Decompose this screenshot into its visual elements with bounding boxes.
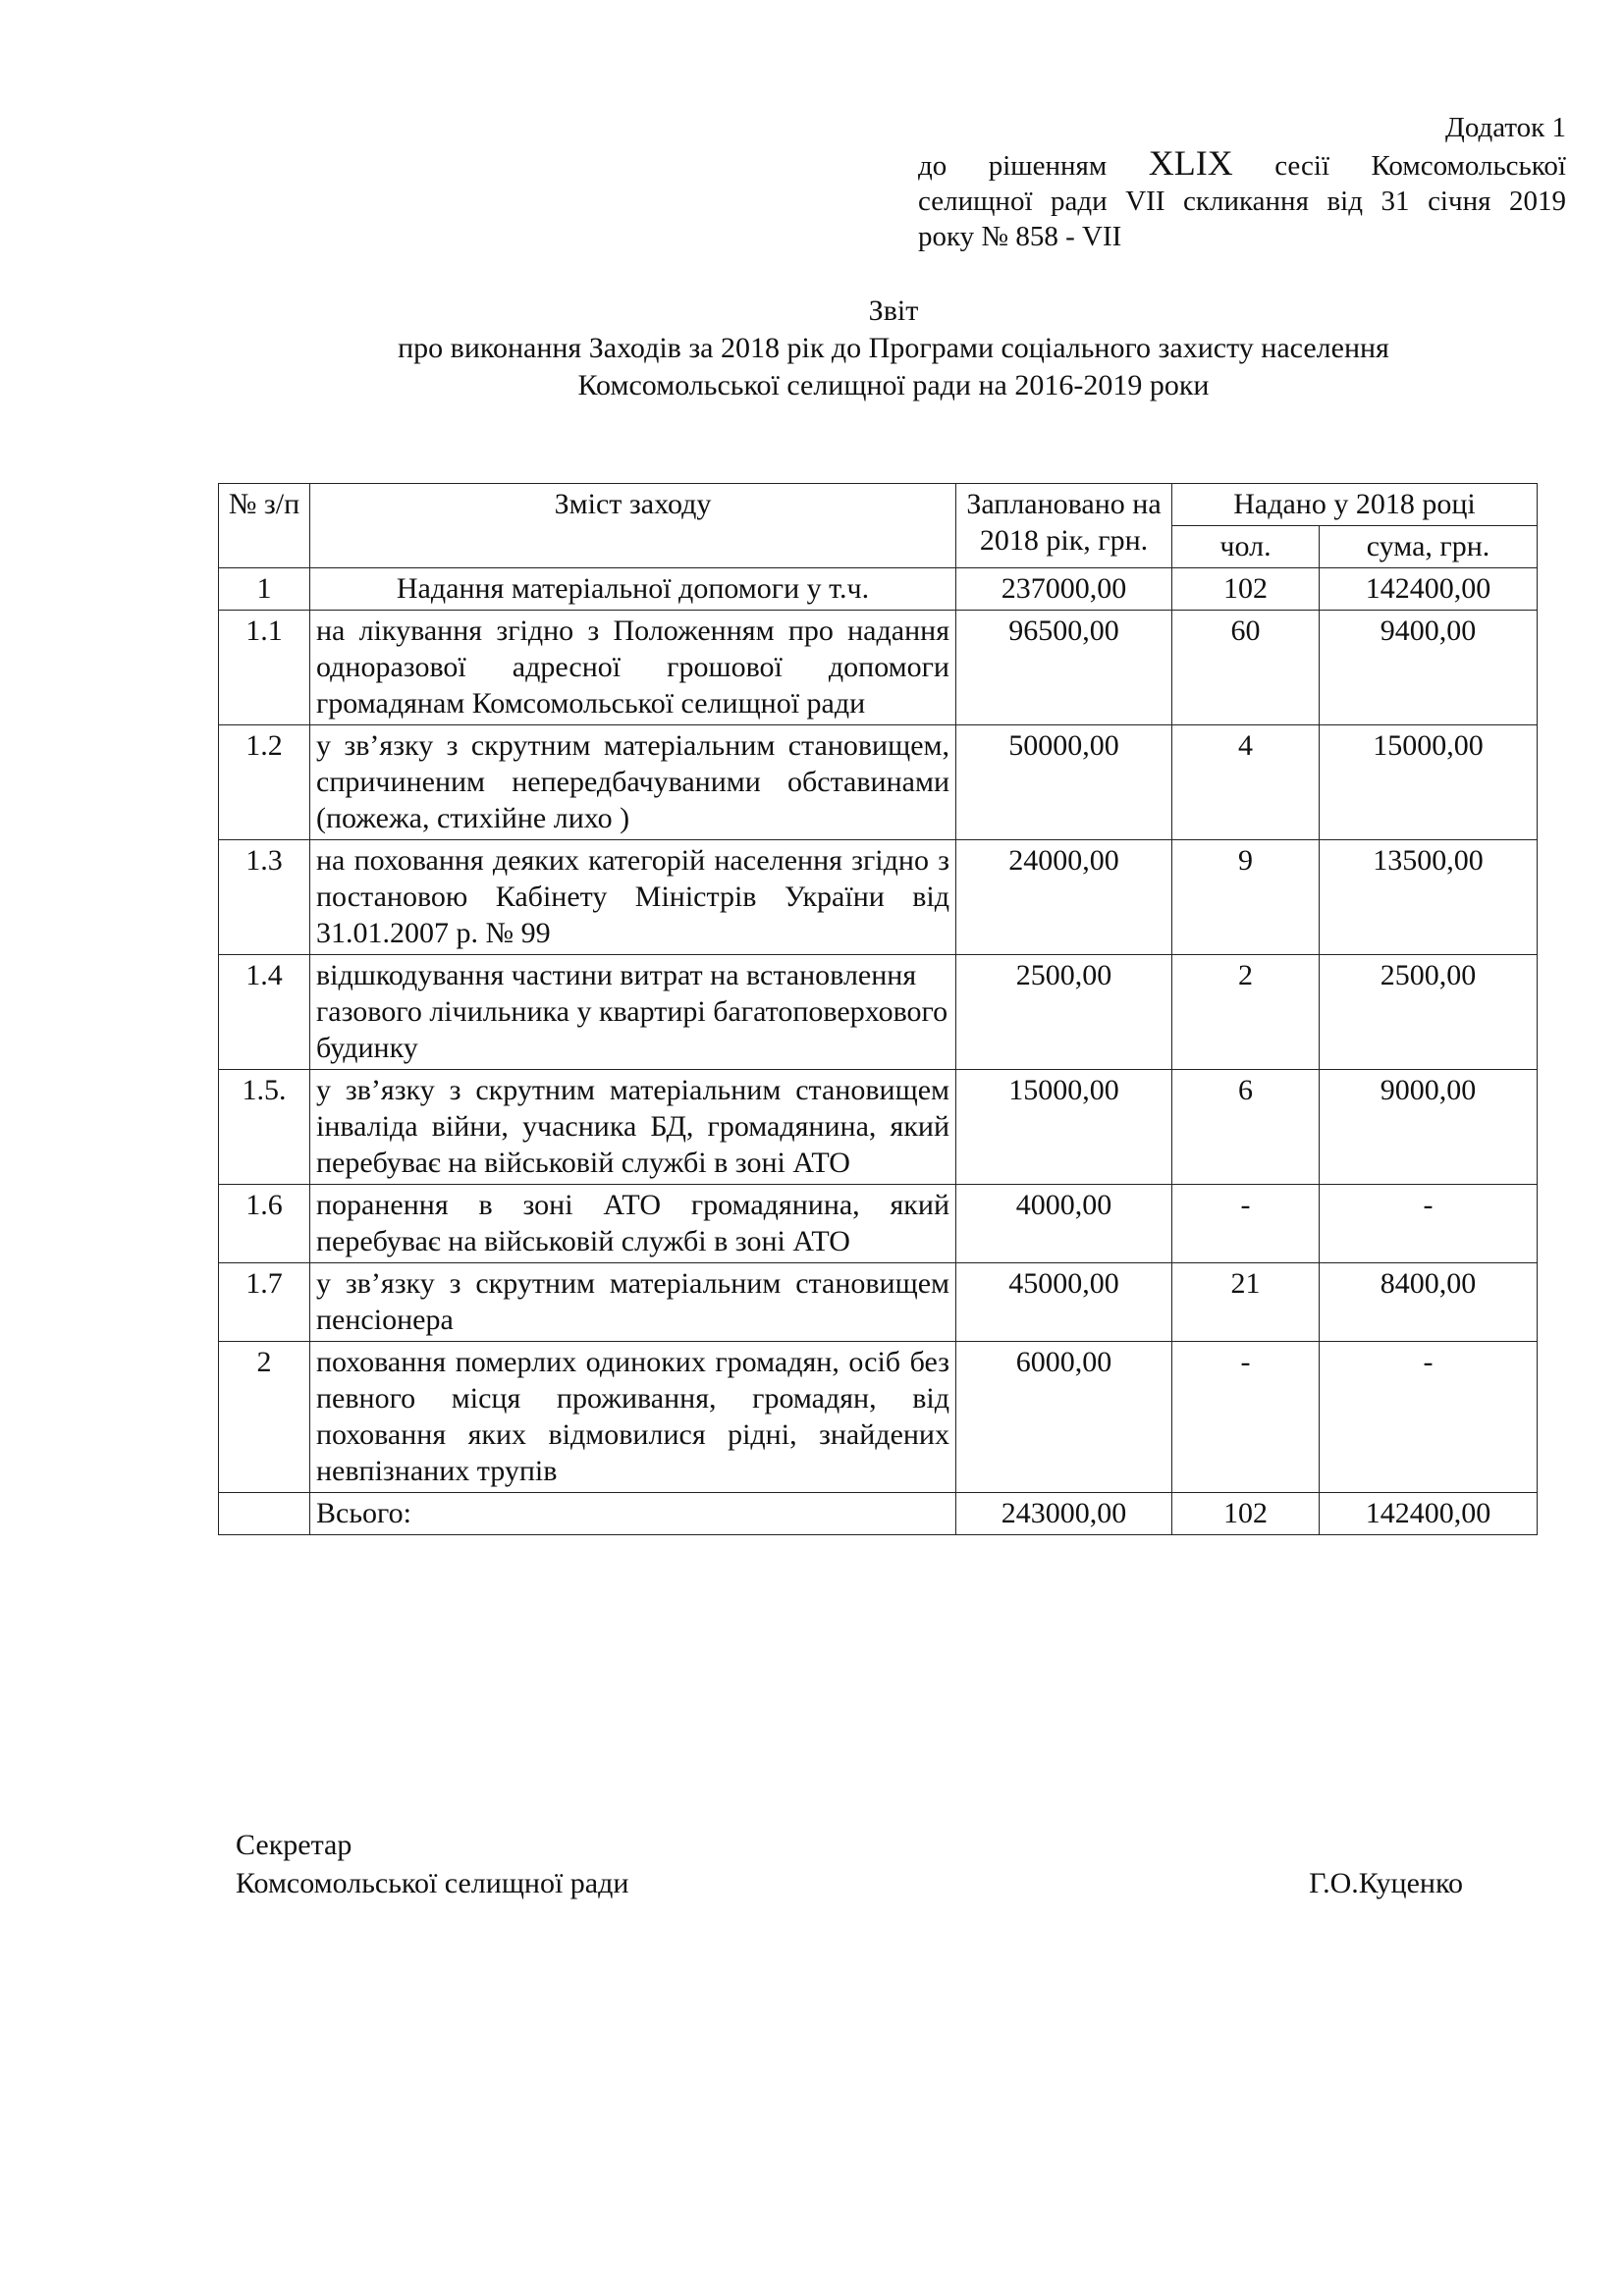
row-sum: - — [1320, 1342, 1538, 1493]
report-table — [218, 483, 1538, 1535]
appendix-title: Додаток 1 — [1445, 112, 1566, 143]
total-people: 102 — [1172, 1493, 1320, 1535]
row-number: 1.6 — [219, 1185, 310, 1263]
table-row — [219, 1185, 1538, 1263]
row-description: відшкодування частини витрат на встановлення газового лічильника у квартирі багатоповерхового будинку — [310, 955, 956, 1070]
signature-organization: Комсомольської селищної ради — [236, 1867, 629, 1899]
row-description: у зв’язку з скрутним матеріальним становищем, спричиненим непередбачуваними обставинами (пожежа, стихійне лихо ) — [310, 725, 956, 840]
row-planned: 24000,00 — [956, 840, 1172, 955]
row-sum: 8400,00 — [1320, 1263, 1538, 1342]
total-label: Всього: — [310, 1493, 956, 1535]
row-number: 1 — [219, 568, 310, 611]
row-description: Надання матеріальної допомоги у т.ч. — [310, 568, 956, 611]
row-number: 1.2 — [219, 725, 310, 840]
header-sum: сума, грн. — [1320, 526, 1538, 568]
table-row — [219, 1263, 1538, 1342]
appendix-word: Комсомольської — [1371, 150, 1566, 182]
row-planned: 6000,00 — [956, 1342, 1172, 1493]
row-people: - — [1172, 1342, 1320, 1493]
row-description: поранення в зоні АТО громадянина, який перебуває на військовій службі в зоні АТО — [310, 1185, 956, 1263]
row-people: 9 — [1172, 840, 1320, 955]
table-total-row — [219, 1493, 1538, 1535]
row-number: 1.3 — [219, 840, 310, 955]
row-number: 1.1 — [219, 611, 310, 725]
row-number: 1.5. — [219, 1070, 310, 1185]
row-description: у зв’язку з скрутним матеріальним становищем пенсіонера — [310, 1263, 956, 1342]
row-sum: - — [1320, 1185, 1538, 1263]
table-row — [219, 955, 1538, 1070]
total-sum: 142400,00 — [1320, 1493, 1538, 1535]
row-people: 4 — [1172, 725, 1320, 840]
row-planned: 15000,00 — [956, 1070, 1172, 1185]
table-header-row — [219, 484, 1538, 526]
row-people: 60 — [1172, 611, 1320, 725]
row-planned: 237000,00 — [956, 568, 1172, 611]
table-row — [219, 840, 1538, 955]
report-subtitle-line-2: Комсомольської селищної ради на 2016-2019 роки — [577, 369, 1210, 401]
header-people: чол. — [1172, 526, 1320, 568]
row-number: 2 — [219, 1342, 310, 1493]
row-planned: 96500,00 — [956, 611, 1172, 725]
appendix-word: сесії — [1274, 150, 1330, 182]
appendix-word: до — [918, 150, 947, 182]
row-people: - — [1172, 1185, 1320, 1263]
table-row — [219, 568, 1538, 611]
session-number: XLIX — [1148, 143, 1233, 183]
table-row — [219, 725, 1538, 840]
header-planned: Заплановано на 2018 рік, грн. — [956, 484, 1172, 568]
row-planned: 50000,00 — [956, 725, 1172, 840]
row-planned: 2500,00 — [956, 955, 1172, 1070]
row-people: 21 — [1172, 1263, 1320, 1342]
row-number: 1.7 — [219, 1263, 310, 1342]
report-title: Звіт — [868, 294, 919, 327]
signature-row — [236, 1864, 1463, 1902]
total-planned: 243000,00 — [956, 1493, 1172, 1535]
signature-name: Г.О.Куценко — [1309, 1867, 1463, 1899]
report-heading — [245, 293, 1542, 404]
row-number: 1.4 — [219, 955, 310, 1070]
appendix-line-1 — [918, 145, 1566, 184]
row-sum: 9000,00 — [1320, 1070, 1538, 1185]
table-row — [219, 611, 1538, 725]
signature-block — [236, 1826, 1463, 1902]
appendix-line-3: року № 858 - VII — [918, 221, 1122, 252]
header-num: № з/п — [219, 484, 310, 568]
total-number-cell — [219, 1493, 310, 1535]
row-sum: 13500,00 — [1320, 840, 1538, 955]
row-people: 6 — [1172, 1070, 1320, 1185]
row-sum: 15000,00 — [1320, 725, 1538, 840]
row-description: поховання померлих одиноких громадян, осіб без певного місця проживання, громадян, від поховання яких відмовилися рідні, знайдених невпізнаних трупів — [310, 1342, 956, 1493]
row-sum: 9400,00 — [1320, 611, 1538, 725]
row-planned: 45000,00 — [956, 1263, 1172, 1342]
row-planned: 4000,00 — [956, 1185, 1172, 1263]
signature-role: Секретар — [236, 1829, 352, 1861]
row-people: 2 — [1172, 955, 1320, 1070]
appendix-word: рішенням — [988, 150, 1108, 182]
row-description: на поховання деяких категорій населення згідно з постановою Кабінету Міністрів України від 31.01.2007 р. № 99 — [310, 840, 956, 955]
table-row — [219, 1342, 1538, 1493]
report-subtitle-line-1: про виконання Заходів за 2018 рік до Програми соціального захисту населення — [398, 332, 1389, 364]
row-description: на лікування згідно з Положенням про надання одноразової адресної грошової допомоги громадянам Комсомольської селищної ради — [310, 611, 956, 725]
header-content: Зміст заходу — [310, 484, 956, 568]
row-people: 102 — [1172, 568, 1320, 611]
row-description: у зв’язку з скрутним матеріальним становищем інваліда війни, учасника БД, громадянина, який перебуває на військовій службі в зоні АТО — [310, 1070, 956, 1185]
row-sum: 2500,00 — [1320, 955, 1538, 1070]
row-sum: 142400,00 — [1320, 568, 1538, 611]
header-provided: Надано у 2018 році — [1172, 484, 1538, 526]
appendix-line-2: селищної ради VII скликання від 31 січня 2019 — [918, 186, 1566, 217]
appendix-block — [918, 110, 1566, 254]
table-row — [219, 1070, 1538, 1185]
